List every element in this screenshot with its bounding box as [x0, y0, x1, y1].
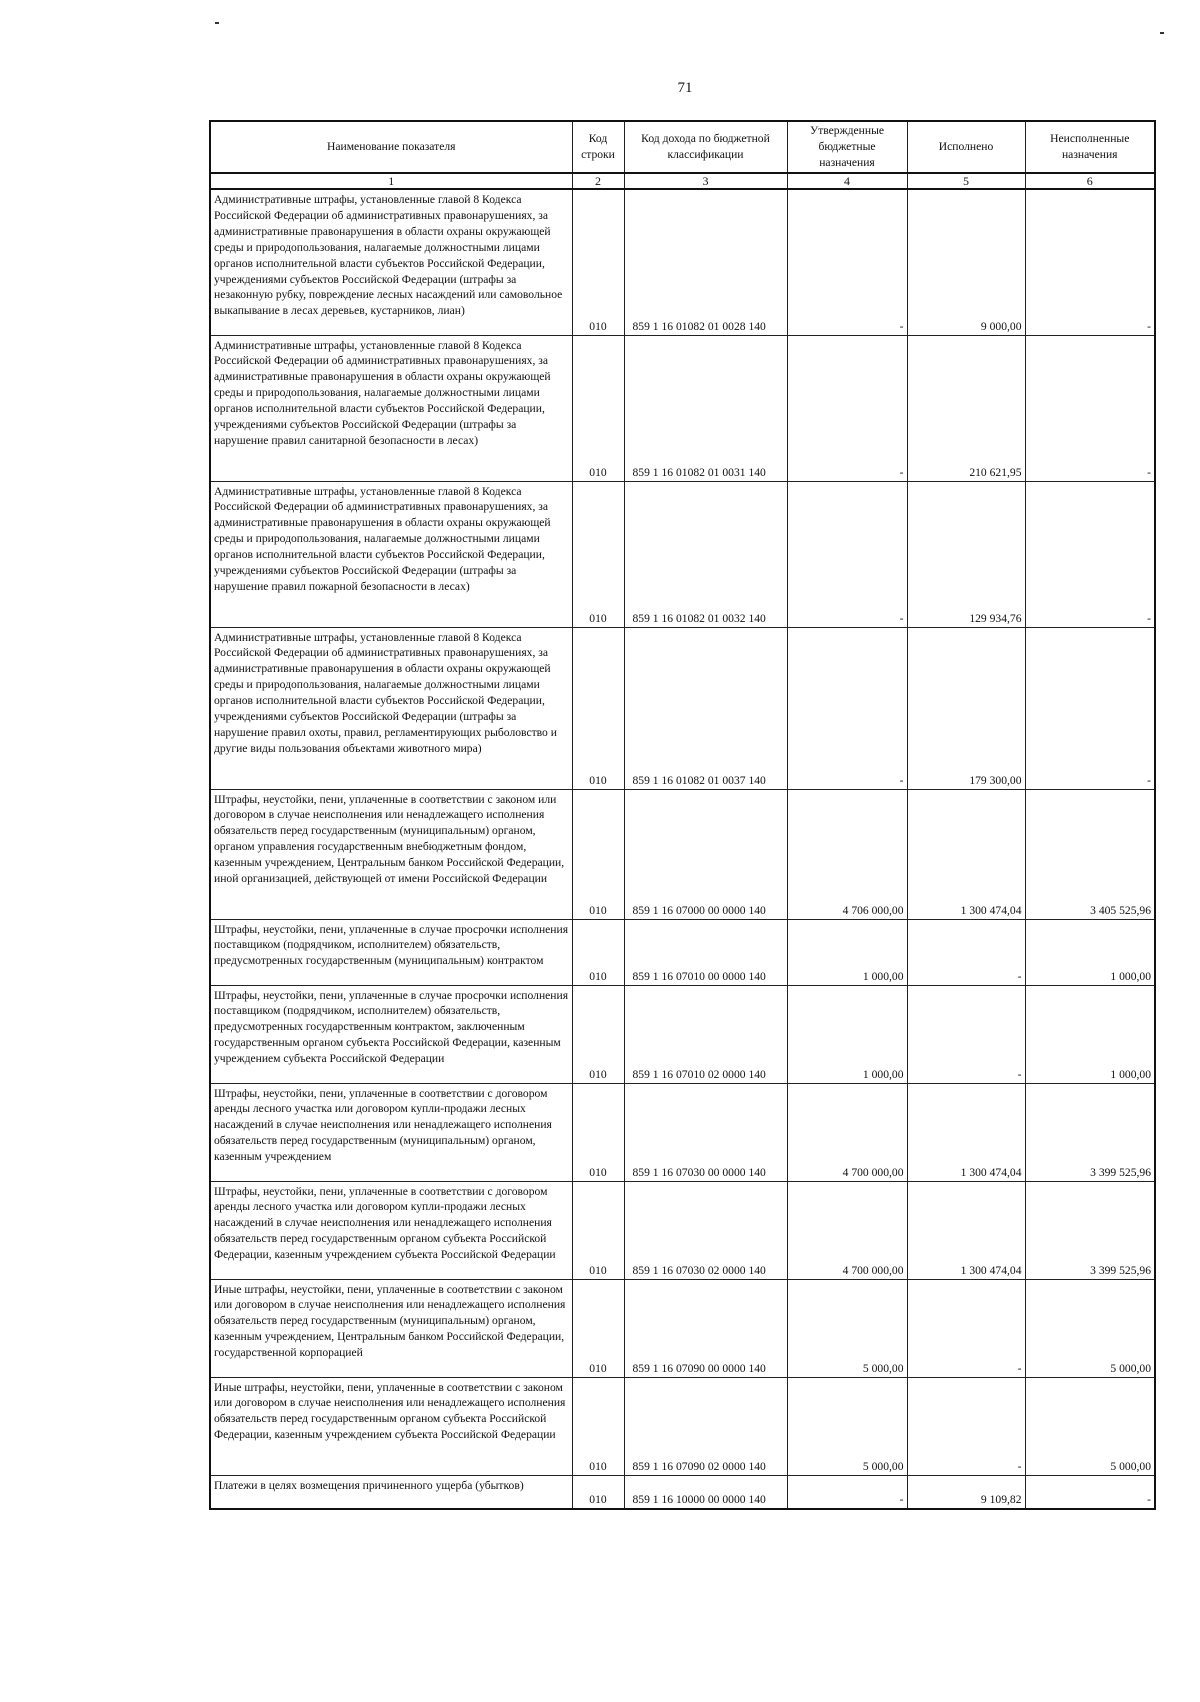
col-header-kbk: Код дохода по бюджетной классификации: [624, 121, 787, 173]
row-approved: 1 000,00: [787, 985, 907, 1083]
row-approved: 4 700 000,00: [787, 1181, 907, 1279]
row-executed: 9 109,82: [907, 1475, 1025, 1509]
row-name: Штрафы, неустойки, пени, уплаченные в соответствии с законом или договором в случае неисполнения или ненадлежащего исполнения обязательств перед государственным (муниципальным) органом, органом управления государственным внебюджетным фондом, казенным учреждением, Центральным банком Российской Федерации, иной организацией, действующей от имени Российской Федерации: [210, 789, 572, 919]
col-num-6: 6: [1025, 173, 1155, 189]
page-number: 71: [677, 80, 693, 96]
row-unexecuted: -: [1025, 335, 1155, 481]
row-kbk: 859 1 16 07000 00 0000 140: [624, 789, 787, 919]
col-header-line-code: Код строки: [572, 121, 624, 173]
col-header-name: Наименование показателя: [210, 121, 572, 173]
row-name: Иные штрафы, неустойки, пени, уплаченные в соответствии с законом или договором в случае неисполнения или ненадлежащего исполнения обязательств перед государственным (муниципальным) органом, казенным учреждением, Центральным банком Российской Федерации, государственной корпорацией: [210, 1279, 572, 1377]
row-approved: -: [787, 335, 907, 481]
row-kbk: 859 1 16 01082 01 0032 140: [624, 481, 787, 627]
table-row: [210, 1279, 1155, 1377]
row-unexecuted: 5 000,00: [1025, 1377, 1155, 1475]
table-row: [210, 627, 1155, 789]
row-unexecuted: -: [1025, 1475, 1155, 1509]
header-row: [210, 121, 1155, 173]
row-approved: -: [787, 627, 907, 789]
table-row: [210, 1083, 1155, 1181]
row-line-code: 010: [572, 335, 624, 481]
table-row: [210, 1475, 1155, 1509]
col-num-1: 1: [210, 173, 572, 189]
row-kbk: 859 1 16 07090 02 0000 140: [624, 1377, 787, 1475]
row-line-code: 010: [572, 1377, 624, 1475]
col-header-unexecuted: Неисполненные назначения: [1025, 121, 1155, 173]
row-approved: 5 000,00: [787, 1279, 907, 1377]
scan-mark-right: [1160, 32, 1164, 34]
row-line-code: 010: [572, 1475, 624, 1509]
col-num-4: 4: [787, 173, 907, 189]
col-num-5: 5: [907, 173, 1025, 189]
row-unexecuted: -: [1025, 627, 1155, 789]
col-num-2: 2: [572, 173, 624, 189]
row-unexecuted: 5 000,00: [1025, 1279, 1155, 1377]
row-kbk: 859 1 16 01082 01 0028 140: [624, 189, 787, 335]
row-name: Штрафы, неустойки, пени, уплаченные в случае просрочки исполнения поставщиком (подрядчиком, исполнителем) обязательств, предусмотренных государственным контрактом, заключенным государственным органом субъекта Российской Федерации, казенным учреждением субъекта Российской Федерации: [210, 985, 572, 1083]
table-row: [210, 985, 1155, 1083]
scan-mark-left: [215, 22, 219, 24]
row-unexecuted: 3 399 525,96: [1025, 1083, 1155, 1181]
row-line-code: 010: [572, 1083, 624, 1181]
table-row: [210, 1181, 1155, 1279]
row-line-code: 010: [572, 1279, 624, 1377]
row-name: Штрафы, неустойки, пени, уплаченные в соответствии с договором аренды лесного участка или договором купли-продажи лесных насаждений в случае неисполнения или ненадлежащего исполнения обязательств перед государственным (муниципальным) органом, казенным учреждением: [210, 1083, 572, 1181]
row-approved: -: [787, 481, 907, 627]
row-kbk: 859 1 16 10000 00 0000 140: [624, 1475, 787, 1509]
row-line-code: 010: [572, 919, 624, 985]
row-kbk: 859 1 16 07010 00 0000 140: [624, 919, 787, 985]
col-num-3: 3: [624, 173, 787, 189]
col-header-executed: Исполнено: [907, 121, 1025, 173]
row-approved: 5 000,00: [787, 1377, 907, 1475]
table-row: [210, 189, 1155, 335]
revenue-execution-table: [209, 120, 1156, 1510]
row-approved: 1 000,00: [787, 919, 907, 985]
row-unexecuted: -: [1025, 189, 1155, 335]
row-line-code: 010: [572, 1181, 624, 1279]
column-number-row: [210, 173, 1155, 189]
row-approved: -: [787, 189, 907, 335]
row-line-code: 010: [572, 481, 624, 627]
row-line-code: 010: [572, 985, 624, 1083]
row-executed: 1 300 474,04: [907, 1083, 1025, 1181]
row-executed: 1 300 474,04: [907, 789, 1025, 919]
row-unexecuted: 3 399 525,96: [1025, 1181, 1155, 1279]
row-approved: 4 706 000,00: [787, 789, 907, 919]
row-name: Административные штрафы, установленные главой 8 Кодекса Российской Федерации об административных правонарушениях, за административные правонарушения в области охраны окружающей среды и природопользования, налагаемые должностными лицами органов исполнительной власти субъектов Российской Федерации, учреждениями субъектов Российской Федерации (штрафы за нарушение правил пожарной безопасности в лесах): [210, 481, 572, 627]
row-kbk: 859 1 16 01082 01 0037 140: [624, 627, 787, 789]
row-unexecuted: 3 405 525,96: [1025, 789, 1155, 919]
row-kbk: 859 1 16 07010 02 0000 140: [624, 985, 787, 1083]
row-kbk: 859 1 16 01082 01 0031 140: [624, 335, 787, 481]
row-unexecuted: 1 000,00: [1025, 919, 1155, 985]
row-executed: 210 621,95: [907, 335, 1025, 481]
table-row: [210, 919, 1155, 985]
row-name: Штрафы, неустойки, пени, уплаченные в случае просрочки исполнения поставщиком (подрядчиком, исполнителем) обязательств, предусмотренных государственным (муниципальным) контрактом: [210, 919, 572, 985]
row-executed: 129 934,76: [907, 481, 1025, 627]
row-executed: 1 300 474,04: [907, 1181, 1025, 1279]
row-name: Иные штрафы, неустойки, пени, уплаченные в соответствии с законом или договором в случае неисполнения или ненадлежащего исполнения обязательств перед государственным органом субъекта Российской Федерации, казенным учреждением субъекта Российской Федерации: [210, 1377, 572, 1475]
row-executed: -: [907, 985, 1025, 1083]
row-kbk: 859 1 16 07030 00 0000 140: [624, 1083, 787, 1181]
row-name: Платежи в целях возмещения причиненного ущерба (убытков): [210, 1475, 572, 1509]
row-name: Административные штрафы, установленные главой 8 Кодекса Российской Федерации об административных правонарушениях, за административные правонарушения в области охраны окружающей среды и природопользования, налагаемые должностными лицами органов исполнительной власти субъектов Российской Федерации, учреждениями субъектов Российской Федерации (штрафы за нарушение правил охоты, правил, регламентирующих рыболовство и другие виды пользования объектами животного мира): [210, 627, 572, 789]
row-name: Административные штрафы, установленные главой 8 Кодекса Российской Федерации об административных правонарушениях, за административные правонарушения в области охраны окружающей среды и природопользования, налагаемые должностными лицами органов исполнительной власти субъектов Российской Федерации, учреждениями субъектов Российской Федерации (штрафы за незаконную рубку, повреждение лесных насаждений или самовольное выкапывание в лесах деревьев, кустарников, лиан): [210, 189, 572, 335]
row-line-code: 010: [572, 627, 624, 789]
row-unexecuted: 1 000,00: [1025, 985, 1155, 1083]
row-kbk: 859 1 16 07030 02 0000 140: [624, 1181, 787, 1279]
row-approved: -: [787, 1475, 907, 1509]
col-header-approved: Утвержденные бюджетные назначения: [787, 121, 907, 173]
row-executed: 9 000,00: [907, 189, 1025, 335]
row-executed: -: [907, 919, 1025, 985]
row-executed: 179 300,00: [907, 627, 1025, 789]
table-row: [210, 481, 1155, 627]
row-line-code: 010: [572, 189, 624, 335]
row-executed: -: [907, 1279, 1025, 1377]
row-approved: 4 700 000,00: [787, 1083, 907, 1181]
table-row: [210, 1377, 1155, 1475]
row-name: Административные штрафы, установленные главой 8 Кодекса Российской Федерации об административных правонарушениях, за административные правонарушения в области охраны окружающей среды и природопользования, налагаемые должностными лицами органов исполнительной власти субъектов Российской Федерации, учреждениями субъектов Российской Федерации (штрафы за нарушение правил санитарной безопасности в лесах): [210, 335, 572, 481]
table-row: [210, 335, 1155, 481]
table-row: [210, 789, 1155, 919]
row-line-code: 010: [572, 789, 624, 919]
row-unexecuted: -: [1025, 481, 1155, 627]
row-executed: -: [907, 1377, 1025, 1475]
row-kbk: 859 1 16 07090 00 0000 140: [624, 1279, 787, 1377]
row-name: Штрафы, неустойки, пени, уплаченные в соответствии с договором аренды лесного участка или договором купли-продажи лесных насаждений в случае неисполнения или ненадлежащего исполнения обязательств перед государственным органом субъекта Российской Федерации, казенным учреждением субъекта Российской Федерации: [210, 1181, 572, 1279]
